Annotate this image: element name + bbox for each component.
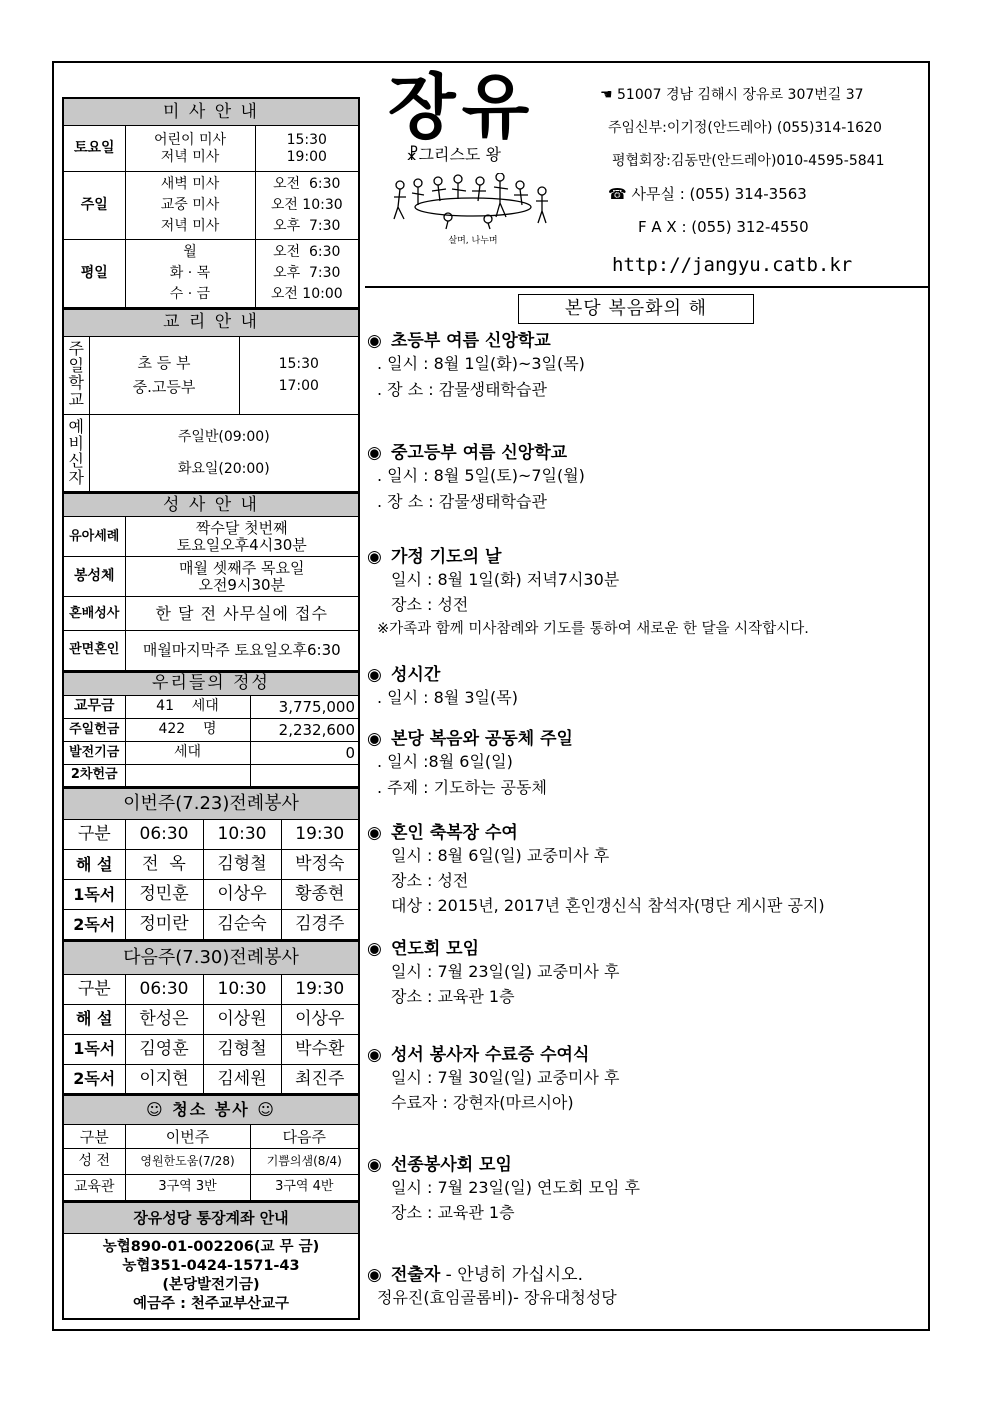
office-phone: 사무실 : (055) 314-3563 xyxy=(631,185,807,203)
school-time: 17:00 xyxy=(278,378,319,394)
service-person: 이상우 xyxy=(203,880,281,910)
mass-day: 평일 xyxy=(63,240,125,308)
cleaning-group: 영원한도움(7/28) xyxy=(125,1149,250,1175)
masthead-subtitle: ☧그리스도 왕 xyxy=(406,145,501,164)
masthead-title: 장유 xyxy=(388,66,536,148)
news-item xyxy=(367,1150,640,1225)
offering-amount xyxy=(250,764,359,787)
illustration-caption: 살며, 나누며 xyxy=(448,236,498,246)
service-col: 구분 xyxy=(63,820,125,850)
news-line: . 일시 :8월 6일(일) xyxy=(377,752,513,771)
fax-number: F A X : (055) 312-4550 xyxy=(638,218,809,236)
sunday-school-label: 주 일 학 교 xyxy=(63,336,89,414)
service-col: 19:30 xyxy=(281,974,359,1004)
news-line: . 주제 : 기도하는 공동체 xyxy=(377,778,547,797)
catechism-table xyxy=(62,309,360,494)
masthead xyxy=(388,66,558,246)
news-line: . 일시 : 8월 5일(토)~7일(월) xyxy=(377,466,585,485)
news-title xyxy=(367,542,809,567)
service-next-table xyxy=(62,941,360,1096)
sacrament-text: 짝수달 첫번째 xyxy=(195,519,288,537)
news-title xyxy=(367,724,573,749)
bullet-icon: ◉ xyxy=(367,1155,382,1175)
news-item xyxy=(367,326,585,403)
mass-name: 저녁 미사 xyxy=(160,148,220,165)
news-line: 대상 : 2015년, 2017년 혼인갱신식 참석자(명단 게시판 공지) xyxy=(391,896,825,915)
bullet-icon: ◉ xyxy=(367,443,382,463)
service-role: 1독서 xyxy=(63,1034,125,1064)
offering-count: 세대 xyxy=(125,741,250,764)
bullet-icon: ◉ xyxy=(367,823,382,843)
bank-line: 예금주 : 천주교부산교구 xyxy=(133,1295,289,1312)
cleaning-col: 이번주 xyxy=(125,1125,250,1149)
offering-amount: 0 xyxy=(250,741,359,764)
news-title xyxy=(367,660,518,685)
service-person: 김영훈 xyxy=(125,1034,203,1064)
offering-amount: 3,775,000 xyxy=(250,695,359,718)
news-line: . 장 소 : 감물생태학습관 xyxy=(377,380,547,399)
news-title-text: 전출자 xyxy=(391,1265,441,1285)
service-col: 19:30 xyxy=(281,820,359,850)
service-person: 김형철 xyxy=(203,1034,281,1064)
offering-label: 발전기금 xyxy=(63,741,125,764)
news-line: 장소 : 성전 xyxy=(391,595,469,614)
news-item xyxy=(367,542,809,642)
service-person: 황종현 xyxy=(281,880,359,910)
news-title-text: 중고등부 여름 신앙학교 xyxy=(391,443,568,463)
news-title-suffix: - 안녕히 가십시오. xyxy=(440,1265,583,1285)
news-title xyxy=(367,1150,640,1175)
sacrament-label: 관면혼인 xyxy=(63,631,125,671)
news-line: 일시 : 7월 23일(일) 교중미사 후 xyxy=(391,962,620,981)
news-title-text: 가정 기도의 날 xyxy=(391,547,502,567)
mass-name: 어린이 미사 xyxy=(153,131,227,148)
mass-time: 오전 10:30 xyxy=(270,197,343,213)
cleaning-place: 교육관 xyxy=(63,1175,125,1201)
news-line: ※가족과 함께 미사참례와 기도를 통하여 새로운 한 달을 시작합시다. xyxy=(377,621,809,637)
news-title-text: 혼인 축복장 수여 xyxy=(391,823,518,843)
mass-time: 오후 7:30 xyxy=(273,218,341,234)
mass-name: 수 · 금 xyxy=(169,285,211,302)
service-person: 최진주 xyxy=(281,1064,359,1094)
bank-line: 농협351-0424-1571-43 xyxy=(122,1257,300,1274)
news-title-text: 성시간 xyxy=(391,665,441,685)
contact-block xyxy=(600,84,920,249)
bank-line: 농협890-01-002206(교 무 금) xyxy=(102,1239,320,1256)
bank-table xyxy=(62,1202,360,1321)
catechumen-label: 예 비 신 자 xyxy=(63,414,89,492)
news-title xyxy=(367,818,825,843)
mass-time: 19:00 xyxy=(286,148,327,165)
news-line: 장소 : 성전 xyxy=(391,871,469,890)
sacrament-label: 봉성체 xyxy=(63,557,125,597)
news-title-text: 성서 봉사자 수료증 수여식 xyxy=(391,1045,590,1065)
news-line: 일시 : 7월 23일(일) 연도회 모임 후 xyxy=(391,1178,640,1197)
service-role: 2독서 xyxy=(63,910,125,940)
bullet-icon: ◉ xyxy=(367,665,382,685)
offering-label: 2차헌금 xyxy=(63,764,125,787)
service-person: 박수환 xyxy=(281,1034,359,1064)
news-line: . 일시 : 8월 3일(목) xyxy=(377,688,518,707)
sacrament-table xyxy=(62,493,360,672)
sacrament-text: 매월 셋째주 목요일 xyxy=(179,559,305,577)
news-line: 정유진(효임골롬비)- 장유대청성당 xyxy=(377,1288,617,1307)
bullet-icon: ◉ xyxy=(367,1045,382,1065)
header-divider xyxy=(365,286,928,288)
news-line: 일시 : 7월 30일(일) 교중미사 후 xyxy=(391,1068,620,1087)
service-this-title: 이번주(7.23)전례봉사 xyxy=(63,789,359,820)
service-person: 김순숙 xyxy=(203,910,281,940)
service-role: 2독서 xyxy=(63,1064,125,1094)
bullet-icon: ◉ xyxy=(367,547,382,567)
service-col: 10:30 xyxy=(203,974,281,1004)
service-person: 이지현 xyxy=(125,1064,203,1094)
news-line: 수료자 : 강현자(마르시아) xyxy=(391,1093,574,1112)
service-person: 한성은 xyxy=(125,1004,203,1034)
service-role: 해 설 xyxy=(63,850,125,880)
news-line: . 장 소 : 감물생태학습관 xyxy=(377,492,547,511)
mass-name: 교중 미사 xyxy=(160,197,220,213)
service-person: 전 옥 xyxy=(125,850,203,880)
mass-name: 월 xyxy=(183,243,197,260)
news-line: 일시 : 8월 1일(화) 저녁7시30분 xyxy=(391,570,620,589)
phone-icon: ☎ xyxy=(608,185,627,203)
offering-count: 41 세대 xyxy=(125,695,250,718)
news-title-text: 본당 복음와 공동체 주일 xyxy=(391,729,573,749)
year-banner: 본당 복음화의 해 xyxy=(518,294,754,324)
service-col: 06:30 xyxy=(125,974,203,1004)
sacrament-text: 오전9시30분 xyxy=(198,575,286,594)
service-person: 김세원 xyxy=(203,1064,281,1094)
bullet-icon: ◉ xyxy=(367,1265,382,1285)
news-line: 장소 : 교육관 1층 xyxy=(391,987,515,1006)
mass-name: 새벽 미사 xyxy=(160,176,220,192)
cleaning-group: 기쁨의샘(8/4) xyxy=(250,1149,359,1175)
bank-line: (본당발전기금) xyxy=(162,1276,260,1293)
school-grade: 중.고등부 xyxy=(132,378,196,396)
offering-count: 422 명 xyxy=(125,718,250,741)
cleaning-col: 구분 xyxy=(63,1125,125,1149)
sacrament-title: 성 사 안 내 xyxy=(63,494,359,517)
service-next-title: 다음주(7.30)전례봉사 xyxy=(63,941,359,974)
council-contact: 평협회장:김동만(안드레아)010-4595-5841 xyxy=(612,153,885,169)
news-title-text: 초등부 여름 신앙학교 xyxy=(391,331,551,351)
cleaning-group: 3구역 4반 xyxy=(250,1175,359,1201)
sacrament-text: 매월마지막주 토요일오후6:30 xyxy=(125,631,359,671)
news-item xyxy=(367,1260,617,1311)
mass-name: 화 · 목 xyxy=(169,264,211,281)
catechumen-class: 화요일(20:00) xyxy=(177,460,270,477)
news-title xyxy=(367,1040,619,1065)
mass-day: 토요일 xyxy=(63,126,125,172)
address: 51007 경남 김해시 장유로 307번길 37 xyxy=(617,87,864,103)
offering-label: 교무금 xyxy=(63,695,125,718)
service-col: 10:30 xyxy=(203,820,281,850)
news-line: . 일시 : 8월 1일(화)~3일(목) xyxy=(377,354,585,373)
mass-time: 오전 6:30 xyxy=(273,176,341,192)
mass-table xyxy=(62,97,360,309)
news-title xyxy=(367,1260,617,1285)
offering-title: 우리들의 정성 xyxy=(63,672,359,695)
news-line: 일시 : 8월 6일(일) 교중미사 후 xyxy=(391,846,610,865)
service-person: 박정숙 xyxy=(281,850,359,880)
sacrament-label: 유아세례 xyxy=(63,517,125,557)
community-illustration xyxy=(388,173,558,246)
school-grade: 초 등 부 xyxy=(137,354,191,372)
news-item xyxy=(367,818,825,918)
news-line: 장소 : 교육관 1층 xyxy=(391,1203,515,1222)
bullet-icon: ◉ xyxy=(367,729,382,749)
bank-title: 장유성당 통장계좌 안내 xyxy=(63,1202,359,1233)
left-column xyxy=(62,97,360,1320)
mass-name: 저녁 미사 xyxy=(160,218,220,234)
news-title xyxy=(367,326,585,351)
service-role: 해 설 xyxy=(63,1004,125,1034)
service-col: 06:30 xyxy=(125,820,203,850)
cleaning-title: ☺ 청소 봉사 ☺ xyxy=(63,1096,359,1125)
news-title xyxy=(367,934,619,959)
mass-time: 오전 6:30 xyxy=(273,243,341,260)
pastor-contact: 주임신부:이기정(안드레아) (055)314-1620 xyxy=(608,120,882,136)
mass-title: 미 사 안 내 xyxy=(63,98,359,126)
service-person: 이상우 xyxy=(281,1004,359,1034)
website-url[interactable]: http://jangyu.catb.kr xyxy=(612,254,853,276)
mass-day: 주일 xyxy=(63,172,125,240)
catechumen-class: 주일반(09:00) xyxy=(177,428,270,445)
school-time: 15:30 xyxy=(278,355,319,372)
cleaning-col: 다음주 xyxy=(250,1125,359,1149)
news-item xyxy=(367,1040,619,1115)
news-title xyxy=(367,438,585,463)
service-col: 구분 xyxy=(63,974,125,1004)
service-person: 정민훈 xyxy=(125,880,203,910)
mass-time: 오전 10:00 xyxy=(270,285,343,302)
offering-table xyxy=(62,672,360,789)
sacrament-label: 혼배성사 xyxy=(63,597,125,631)
bullet-icon: ◉ xyxy=(367,939,382,959)
offering-amount: 2,232,600 xyxy=(250,718,359,741)
news-item xyxy=(367,438,585,515)
sacrament-text: 토요일오후4시30분 xyxy=(176,535,307,554)
bullet-icon: ◉ xyxy=(367,331,382,351)
news-title-text: 연도회 모임 xyxy=(391,939,480,959)
news-item xyxy=(367,934,619,1009)
sacrament-text: 한 달 전 사무실에 접수 xyxy=(125,597,359,631)
cleaning-place: 성 전 xyxy=(63,1149,125,1175)
news-item xyxy=(367,660,518,711)
service-person: 김경주 xyxy=(281,910,359,940)
service-person: 이상원 xyxy=(203,1004,281,1034)
mass-time: 15:30 xyxy=(286,131,327,148)
service-person: 정미란 xyxy=(125,910,203,940)
news-item xyxy=(367,724,573,801)
catechism-title: 교 리 안 내 xyxy=(63,309,359,336)
service-role: 1독서 xyxy=(63,880,125,910)
service-this-table xyxy=(62,788,360,941)
news-title-text: 선종봉사회 모임 xyxy=(391,1155,512,1175)
offering-label: 주일헌금 xyxy=(63,718,125,741)
cleaning-table xyxy=(62,1095,360,1202)
service-person: 김형철 xyxy=(203,850,281,880)
pointing-hand-icon: ☚ xyxy=(600,87,613,103)
mass-time: 오후 7:30 xyxy=(273,264,341,281)
offering-count xyxy=(125,764,250,787)
cleaning-group: 3구역 3반 xyxy=(125,1175,250,1201)
